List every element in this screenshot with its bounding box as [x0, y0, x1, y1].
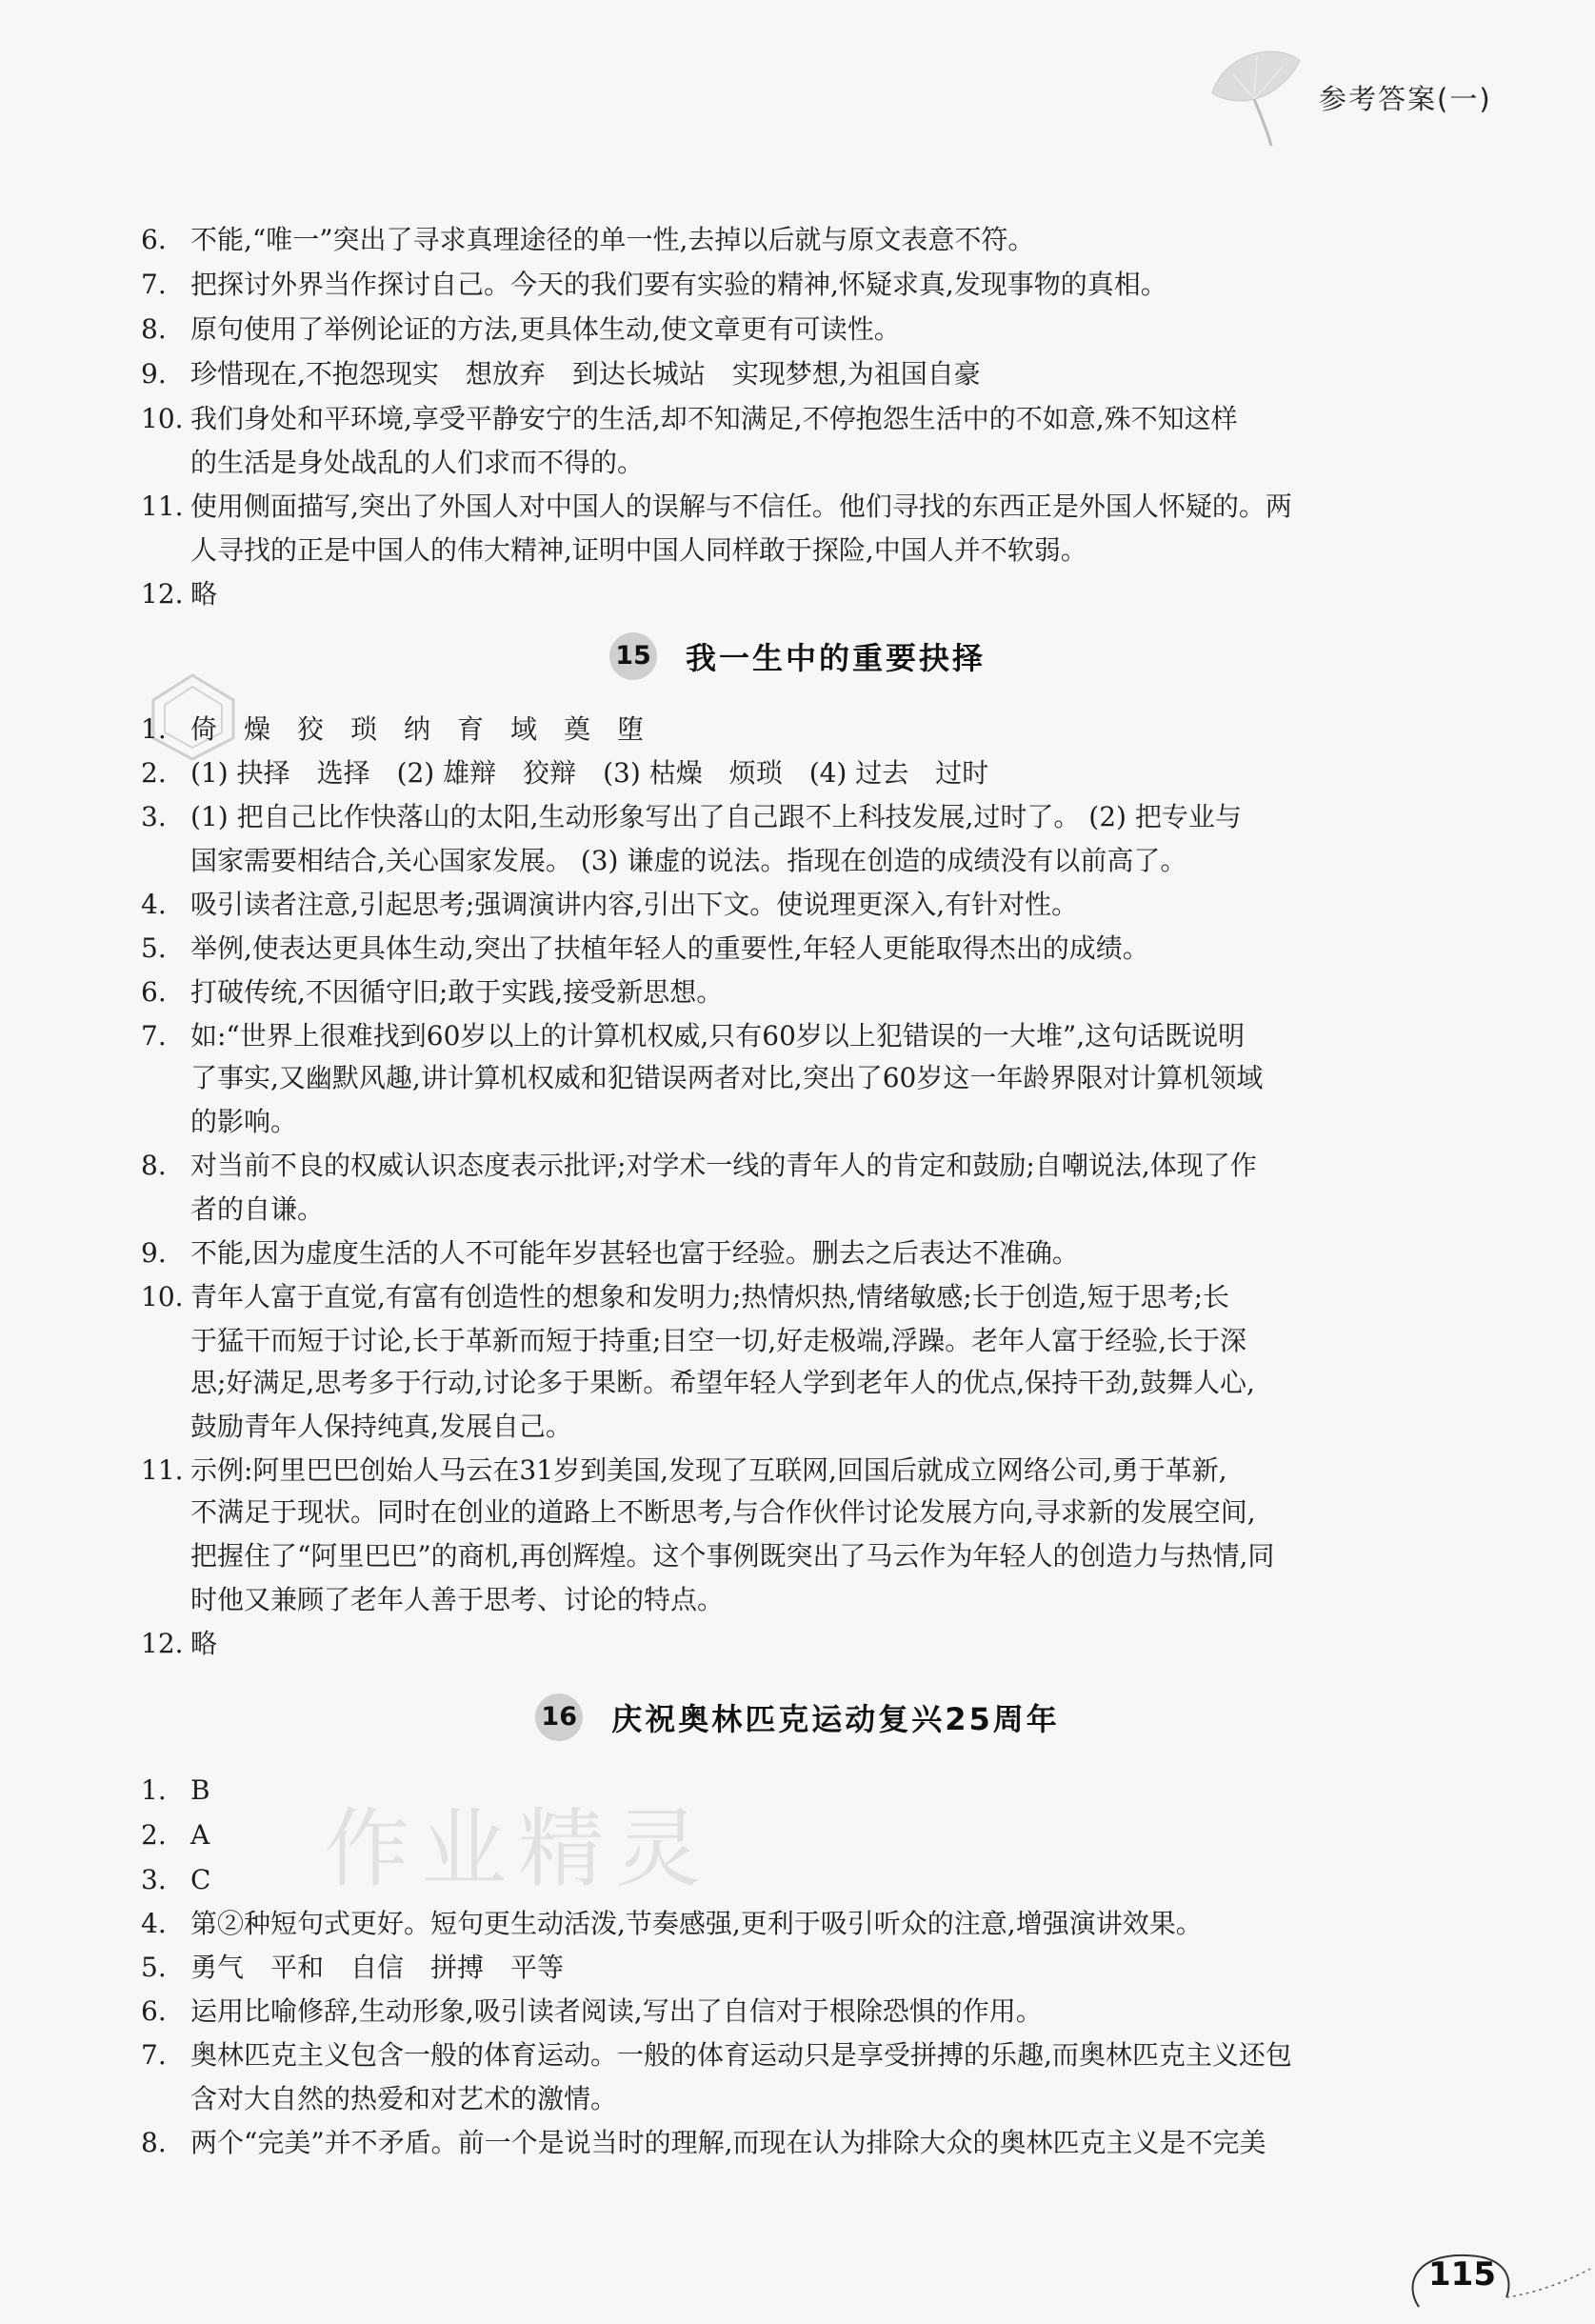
page-number-block	[1400, 2248, 1595, 2324]
answer-line	[141, 1861, 210, 1899]
answer-text: 略	[190, 1628, 218, 1659]
answer-text: 使用侧面描写,突出了外国人对中国人的误解与不信任。他们寻找的东西正是外国人怀疑的。两	[190, 491, 1292, 522]
answer-number: 7.	[141, 1020, 167, 1052]
answer-text: 示例:阿里巴巴创始人马云在31岁到美国,发现了互联网,回国后就成立网络公司,勇于革新,	[190, 1454, 1227, 1486]
answer-text: 思;好满足,思考多于行动,讨论多于果断。希望年轻人学到老年人的优点,保持干劲,鼓舞人心,	[190, 1367, 1255, 1398]
answer-text: 人寻找的正是中国人的伟大精神,证明中国人同样敢于探险,中国人并不软弱。	[190, 534, 1087, 566]
answer-text: 不能,“唯一”突出了寻求真理途径的单一性,去掉以后就与原文表意不符。	[190, 224, 1035, 255]
answer-text: 对当前不良的权威认识态度表示批评;对学术一线的青年人的肯定和鼓励;自嘲说法,体现了作	[190, 1150, 1257, 1181]
answer-text: 不满足于现状。同时在创业的道路上不断思考,与合作伙伴讨论发展方向,寻求新的发展空间,	[190, 1496, 1256, 1528]
answer-number: 8.	[141, 313, 167, 345]
answer-line	[190, 1322, 1246, 1360]
answer-line	[190, 1493, 1256, 1532]
answer-number: 4.	[141, 889, 167, 920]
answer-line	[190, 842, 1186, 880]
answer-line	[190, 1408, 572, 1446]
answer-line	[190, 444, 644, 482]
answer-number: 8.	[141, 2127, 167, 2158]
answer-number: 4.	[141, 1908, 167, 1939]
answer-number: 6.	[141, 976, 167, 1008]
answer-number: 9.	[141, 358, 167, 390]
answer-line	[141, 886, 1078, 924]
section-heading-15	[0, 632, 1595, 680]
answer-text: (1) 抉择 选择 (2) 雄辩 狡辩 (3) 枯燥 烦琐 (4) 过去 过时	[190, 757, 989, 789]
answer-number: 12.	[141, 578, 184, 610]
answer-line	[141, 1234, 1079, 1272]
header-title: 参考答案(一)	[1319, 83, 1492, 115]
answer-line	[190, 2080, 617, 2118]
answer-text: 了事实,又幽默风趣,讲计算机权威和犯错误两者对比,突出了60岁这一年龄界限对计算机领域	[190, 1062, 1264, 1093]
answer-number: 11.	[141, 491, 184, 522]
answer-number: 1.	[141, 1774, 167, 1806]
answer-line	[141, 1772, 210, 1810]
answer-text: 把握住了“阿里巴巴”的商机,再创辉煌。这个事例既突出了马云作为年轻人的创造力与热情,同	[190, 1540, 1275, 1572]
answer-line	[141, 1905, 1203, 1943]
section-heading-16	[0, 1693, 1595, 1741]
answer-text: 打破传统,不因循守旧;敢于实践,接受新思想。	[190, 976, 724, 1008]
section-title: 庆祝奥林匹克运动复兴25周年	[611, 1701, 1060, 1737]
answer-line	[141, 711, 644, 749]
answer-number: 7.	[141, 2039, 167, 2071]
answer-line	[141, 1017, 1245, 1055]
answer-text: A	[190, 1819, 210, 1851]
answer-text: 含对大自然的热爱和对艺术的激情。	[190, 2083, 618, 2114]
answer-line	[141, 2036, 1292, 2074]
answer-text: 运用比喻修辞,生动形象,吸引读者阅读,写出了自信对于根除恐惧的作用。	[190, 1995, 1043, 2027]
page-header	[0, 0, 1595, 162]
answer-text: 举例,使表达更具体生动,突出了扶植年轻人的重要性,年轻人更能取得杰出的成绩。	[190, 932, 1149, 964]
answer-line	[190, 1191, 324, 1229]
answer-line	[190, 1537, 1274, 1575]
answer-number: 11.	[141, 1454, 184, 1486]
answer-line	[141, 2124, 1266, 2162]
answer-number: 5.	[141, 1952, 167, 1983]
answer-text: 青年人富于直觉,有富有创造性的想象和发明力;热情炽热,情绪敏感;长于创造,短于思考;长	[190, 1281, 1230, 1312]
answer-text: 的生活是身处战乱的人们求而不得的。	[190, 447, 645, 478]
answer-line	[141, 1993, 1043, 2031]
answer-number: 12.	[141, 1628, 184, 1659]
answer-line	[141, 798, 1242, 836]
answer-line	[190, 1364, 1255, 1402]
answer-text: 时他又兼顾了老年人善于思考、讨论的特点。	[190, 1584, 725, 1615]
answer-text: 珍惜现在,不抱怨现实 想放弃 到达长城站 实现梦想,为祖国自豪	[190, 358, 981, 390]
answer-line	[141, 311, 901, 349]
answer-line	[141, 1147, 1257, 1185]
answer-line	[141, 221, 1034, 259]
answer-line	[141, 754, 988, 792]
answer-text: 原句使用了举例论证的方法,更具体生动,使文章更有可读性。	[190, 313, 901, 345]
answer-number: 10.	[141, 403, 184, 434]
answer-line	[141, 1949, 564, 1987]
answer-line	[141, 488, 1292, 526]
answer-text: 不能,因为虚度生活的人不可能年岁甚轻也富于经验。删去之后表达不准确。	[190, 1237, 1079, 1269]
answer-number: 7.	[141, 269, 167, 300]
answer-line	[190, 531, 1087, 570]
answer-number: 1.	[141, 713, 167, 745]
section-number-badge: 15	[609, 632, 657, 680]
answer-text: (1) 把自己比作快落山的太阳,生动形象写出了自己跟不上科技发展,过时了。 (2) 把专业与	[190, 801, 1242, 832]
answer-number: 2.	[141, 757, 167, 789]
answer-text: 者的自谦。	[190, 1193, 325, 1225]
answer-text: B	[190, 1774, 210, 1806]
answer-number: 3.	[141, 1864, 167, 1895]
answer-text: 奥林匹克主义包含一般的体育运动。一般的体育运动只是享受拼搏的乐趣,而奥林匹克主义还包	[190, 2039, 1292, 2071]
answer-text: 国家需要相结合,关心国家发展。 (3) 谦虚的说法。指现在创造的成绩没有以前高了。	[190, 845, 1187, 876]
answer-line	[141, 1278, 1229, 1316]
answer-line	[141, 1625, 217, 1663]
answer-number: 5.	[141, 932, 167, 964]
answer-text: C	[190, 1864, 211, 1895]
watermark: 作业精灵	[324, 1799, 712, 1899]
answer-line	[141, 575, 217, 613]
answer-line	[141, 973, 723, 1012]
ginkgo-leaf-icon	[1205, 36, 1309, 150]
answer-line	[190, 1103, 297, 1141]
page-number: 115	[1428, 2255, 1496, 2294]
answer-text: 两个“完美”并不矛盾。前一个是说当时的理解,而现在认为排除大众的奥林匹克主义是不完美	[190, 2127, 1266, 2158]
answer-text: 第②种短句式更好。短句更生动活泼,节奏感强,更利于吸引听众的注意,增强演讲效果。	[190, 1908, 1203, 1939]
answer-number: 9.	[141, 1237, 167, 1269]
answer-text: 如:“世界上很难找到60岁以上的计算机权威,只有60岁以上犯错误的一大堆”,这句话既说明	[190, 1020, 1246, 1052]
answer-number: 3.	[141, 801, 167, 832]
answer-line	[141, 400, 1238, 438]
answer-line	[141, 1452, 1227, 1490]
answer-number: 2.	[141, 1819, 167, 1851]
answer-text: 把探讨外界当作探讨自己。今天的我们要有实验的精神,怀疑求真,发现事物的真相。	[190, 269, 1167, 300]
section-number-badge: 16	[535, 1693, 583, 1741]
answer-number: 6.	[141, 224, 167, 255]
answer-text: 吸引读者注意,引起思考;强调演讲内容,引出下文。使说理更深入,有针对性。	[190, 889, 1079, 920]
answer-text: 略	[190, 578, 218, 610]
answer-number: 10.	[141, 1281, 184, 1312]
answer-number: 8.	[141, 1150, 167, 1181]
answer-text: 于猛干而短于讨论,长于革新而短于持重;目空一切,好走极端,浮躁。老年人富于经验,长于深	[190, 1325, 1247, 1356]
answer-line	[141, 266, 1167, 304]
answer-text: 我们身处和平环境,享受平静安宁的生活,却不知满足,不停抱怨生活中的不如意,殊不知这样	[190, 403, 1238, 434]
answer-text: 的影响。	[190, 1106, 298, 1137]
answer-text: 倚 燥 狡 琐 纳 育 域 奠 堕	[190, 713, 645, 745]
answer-line	[190, 1581, 724, 1619]
answer-line	[141, 355, 981, 393]
answer-text: 鼓励青年人保持纯真,发展自己。	[190, 1411, 572, 1442]
answer-line	[141, 930, 1149, 968]
answer-line	[190, 1059, 1263, 1097]
answer-line	[141, 1816, 209, 1854]
answer-number: 6.	[141, 1995, 167, 2027]
section-title: 我一生中的重要抉择	[685, 640, 986, 676]
answer-text: 勇气 平和 自信 拼搏 平等	[190, 1952, 565, 1983]
